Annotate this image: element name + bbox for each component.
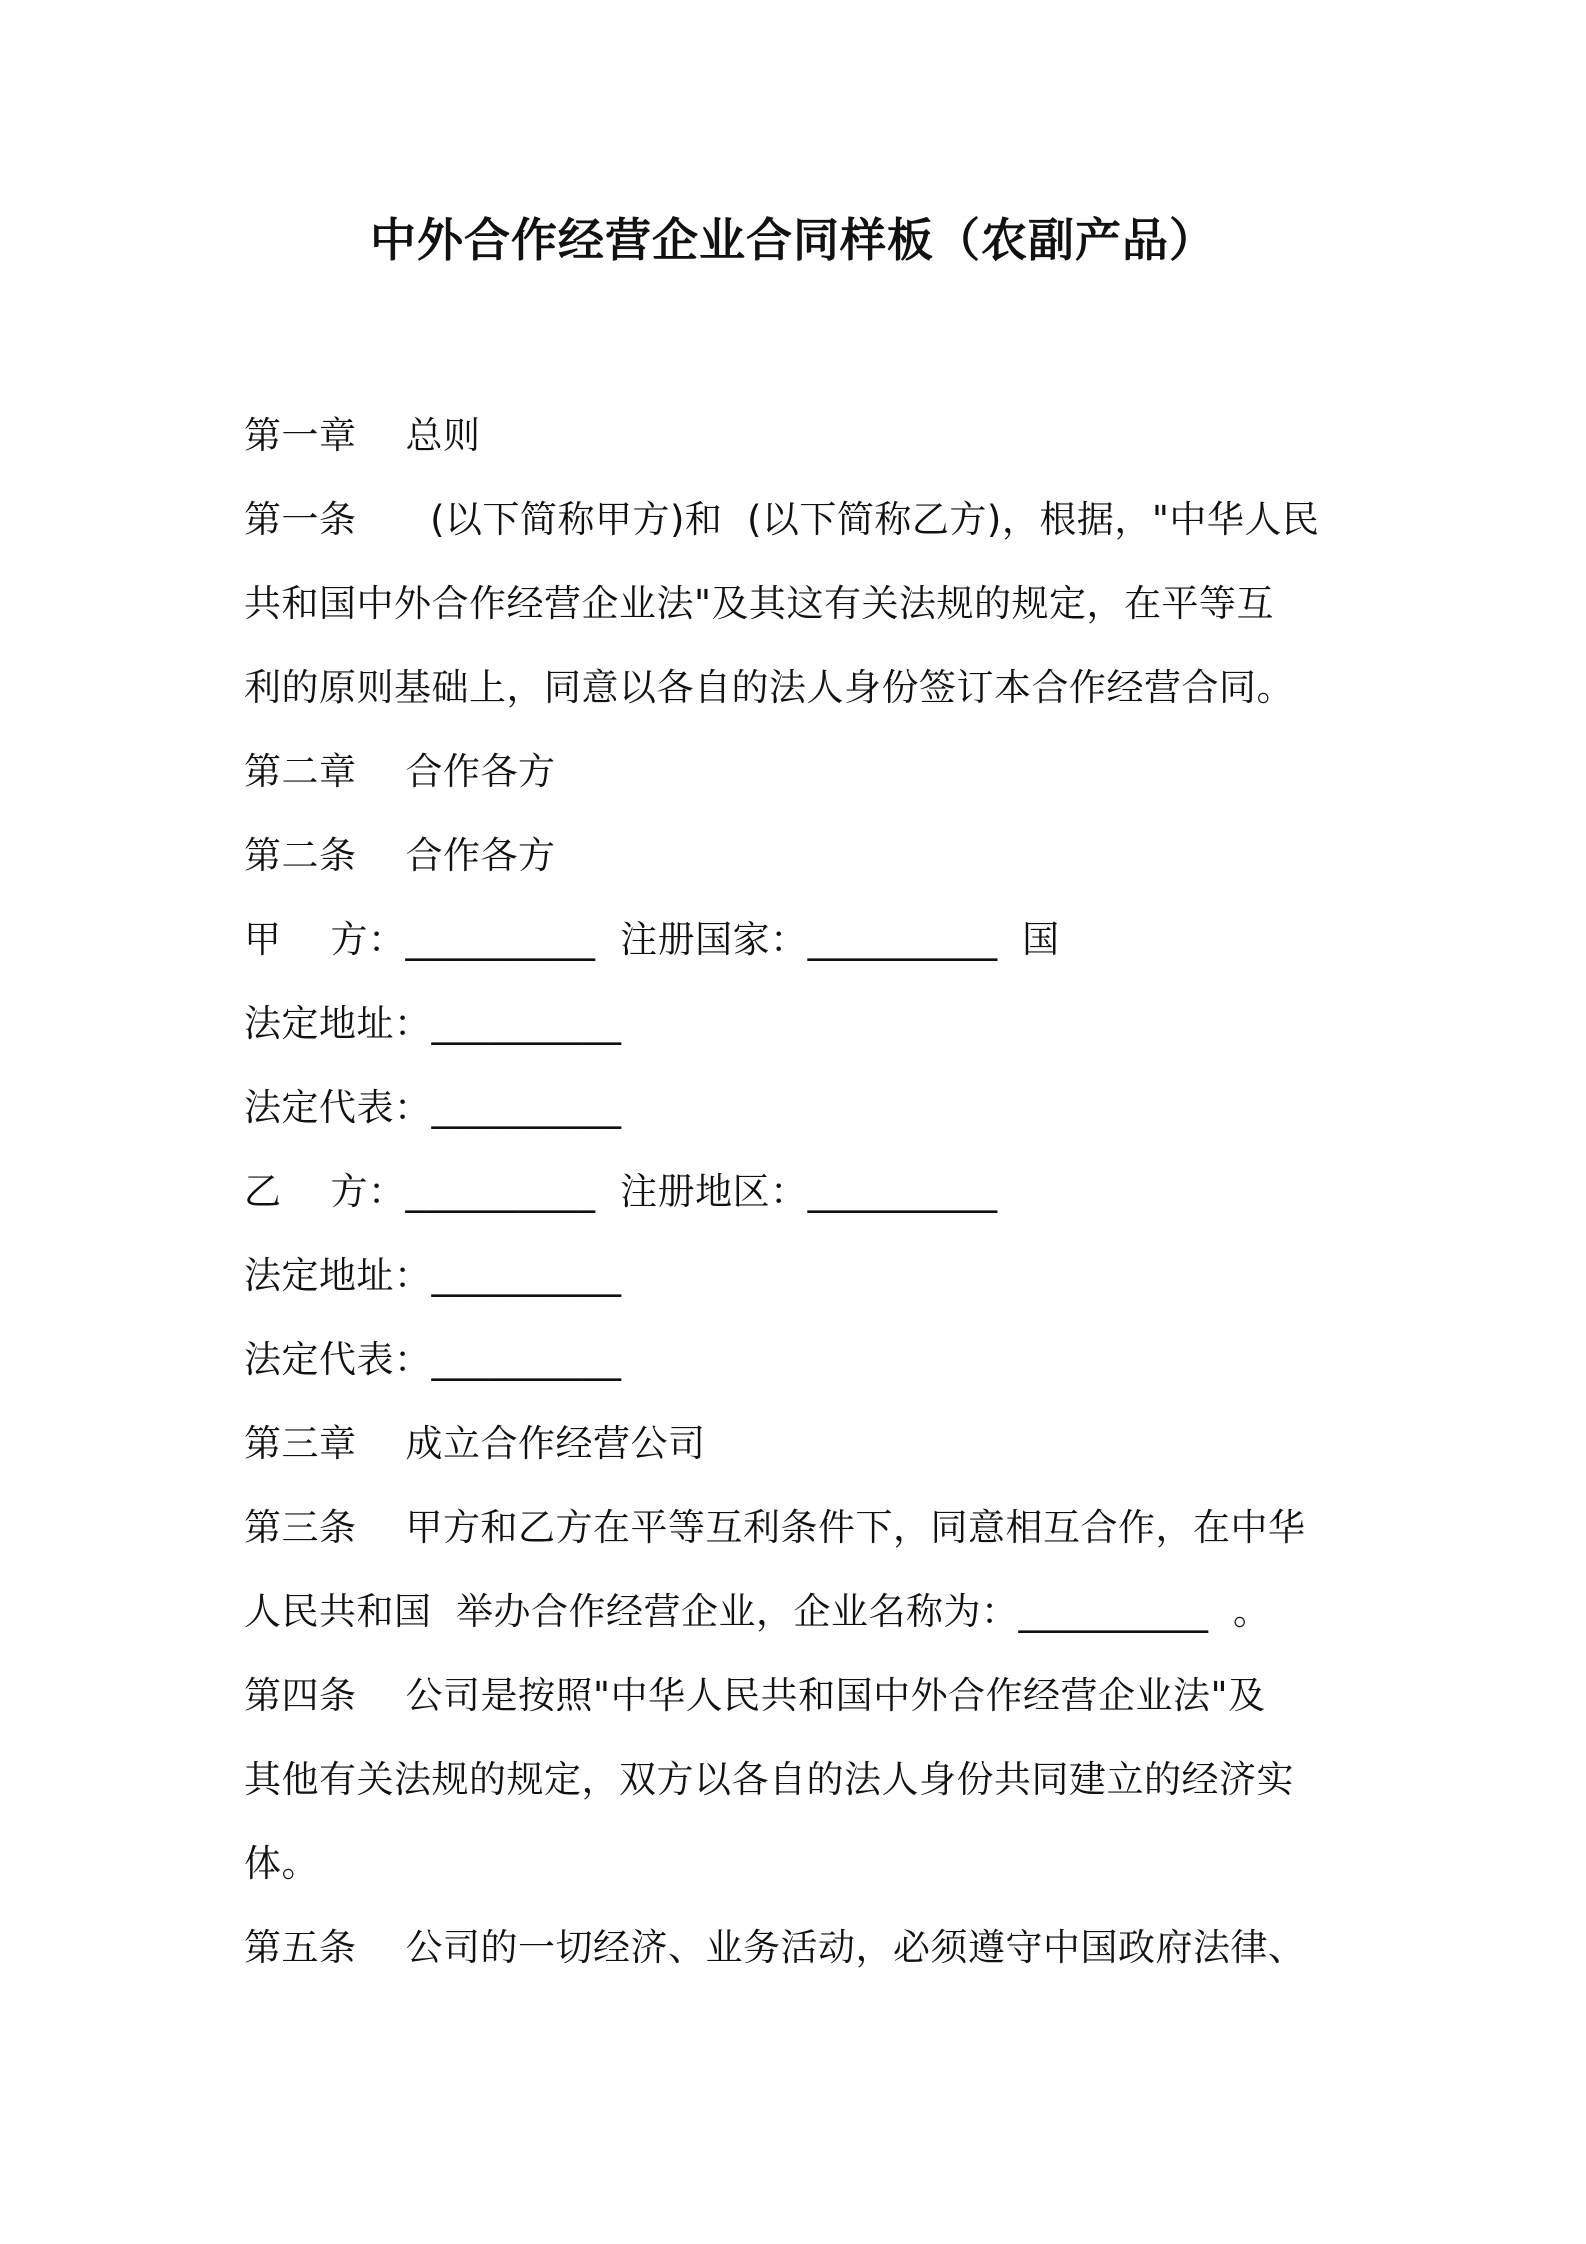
article-4-line-2: 其他有关法规的规定，双方以各自的法人身份共同建立的经济实 [244, 1758, 1294, 1801]
article-5-line-1: 第五条 公司的一切经济、业务活动，必须遵守中国政府法律、 [244, 1926, 1306, 1969]
party-a-representative: 法定代表：__________ [244, 1086, 622, 1129]
chapter-2-heading: 第二章 合作各方 [244, 750, 556, 793]
document-title: 中外合作经营企业合同样板（农副产品） [370, 213, 1216, 267]
article-1-line-1: 第一条 (以下简称甲方)和 (以下简称乙方)，根据，"中华人民 [244, 498, 1320, 541]
article-1-line-3: 利的原则基础上，同意以各自的法人身份签订本合作经营合同。 [244, 666, 1294, 709]
article-4-line-3: 体。 [244, 1842, 319, 1885]
article-3-line-2: 人民共和国 举办合作经营企业，企业名称为：__________ 。 [244, 1590, 1271, 1633]
party-a-line: 甲 方：__________ 注册国家：__________ 国 [244, 918, 1060, 961]
article-4-line-1: 第四条 公司是按照"中华人民共和国中外合作经营企业法"及 [244, 1674, 1266, 1717]
chapter-1-heading: 第一章 总则 [244, 414, 481, 457]
party-b-address: 法定地址：__________ [244, 1254, 622, 1297]
chapter-3-heading: 第三章 成立合作经营公司 [244, 1422, 706, 1465]
article-1-line-2: 共和国中外合作经营企业法"及其这有关法规的规定，在平等互 [244, 582, 1275, 625]
article-3-line-1: 第三条 甲方和乙方在平等互利条件下，同意相互合作，在中华 [244, 1506, 1306, 1549]
party-a-address: 法定地址：__________ [244, 1002, 622, 1045]
party-b-representative: 法定代表：__________ [244, 1338, 622, 1381]
party-b-line: 乙 方：__________ 注册地区：__________ [244, 1170, 998, 1213]
article-2-heading: 第二条 合作各方 [244, 834, 556, 877]
